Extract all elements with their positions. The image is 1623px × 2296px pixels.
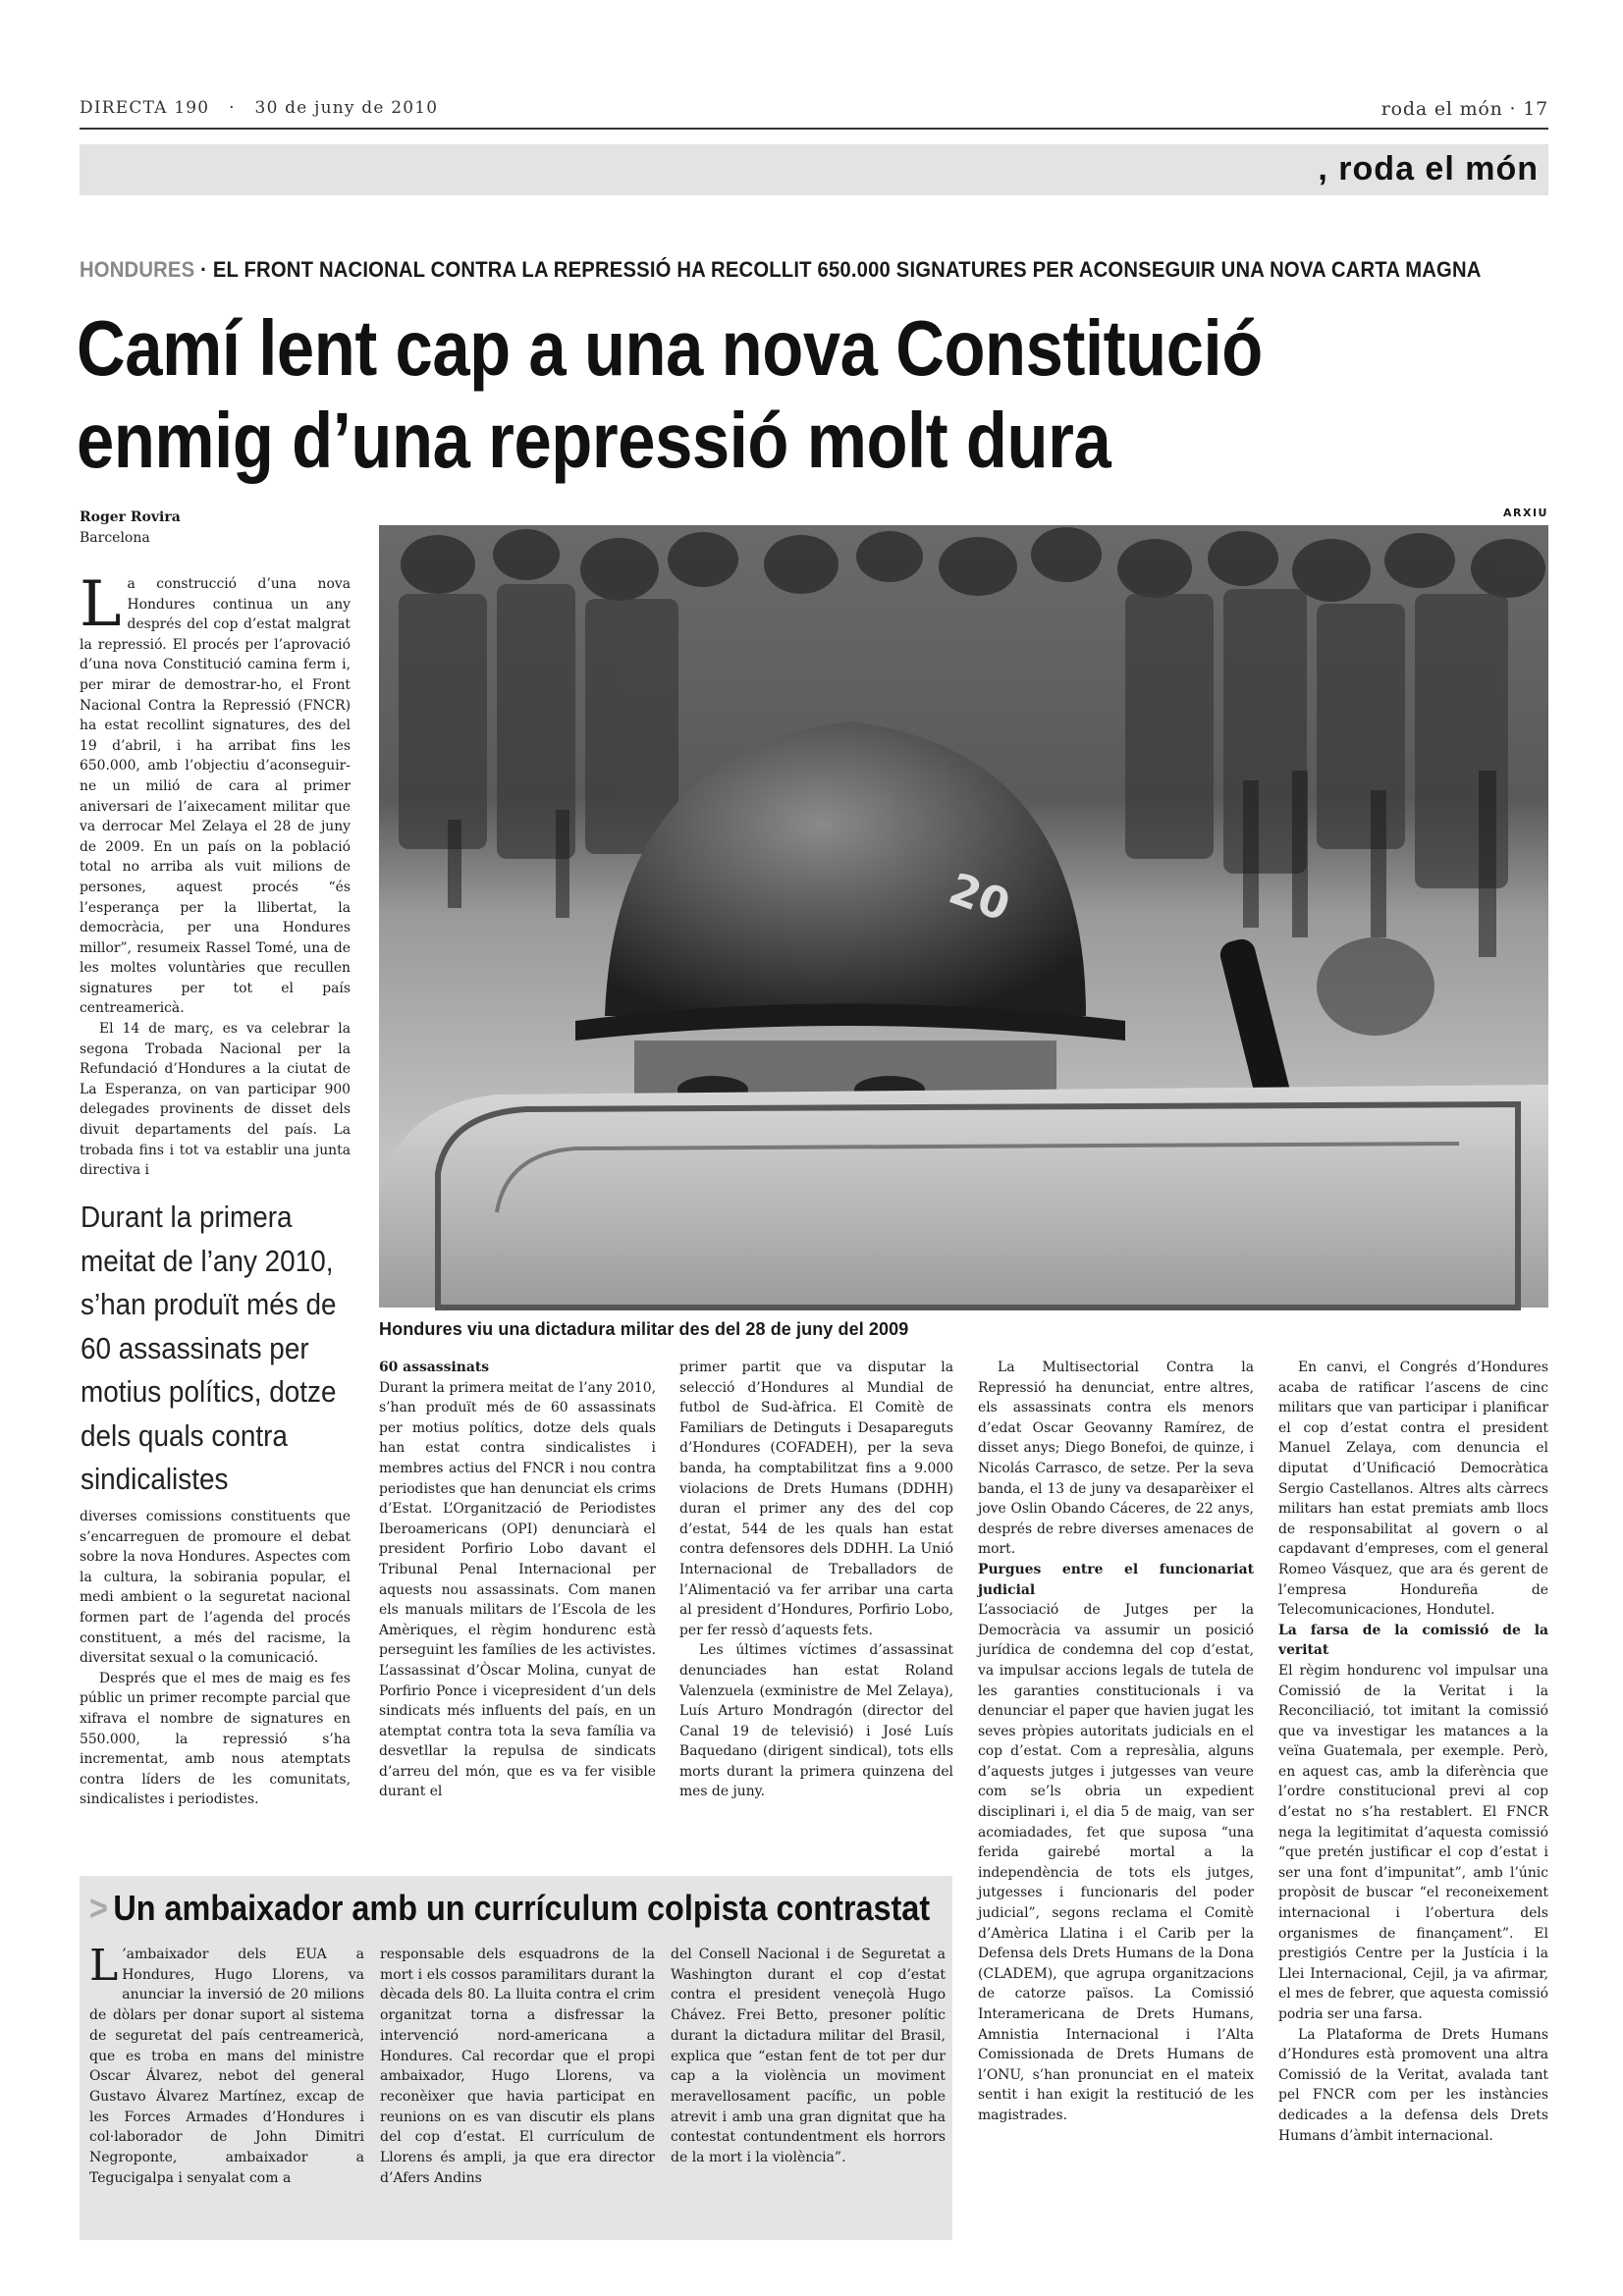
soldier-photo-illustration [379, 525, 1548, 1308]
headline [77, 302, 1263, 487]
article-paragraph-11: El règim hondurenc vol impulsar una Comissió de la Veritat i la Reconciliació, tot imitant la comissió que va investigar les matances a la veïna Guatemala, per exemple. Però, en aquest cas, amb la diferència que l’ordre constitucional previ al cop d’estat no s’ha restablert. El FNCR nega la legitimitat d’aquesta comissió “que pretén justificar el cop d’estat i ser una font d’impunitat”, amb l’únic propòsit de buscar “el reconeixement internacional i l’obertura dels organismes de finançament”. El prestigiós Centre per la Justícia i la Llei Internacional, Cejil, ja va afirmar, el mes de febrer, que aquesta comissió podria ser una farsa. [1278, 1662, 1548, 2022]
article-column-5 [1278, 1358, 1548, 2241]
drop-cap: L [80, 568, 122, 641]
article-column-2 [379, 1358, 656, 1848]
article-paragraph-9: L’associació de Jutges per la Democràcia va assumir un posició jurídica de condemna del cop d’estat, va impulsar accions legals de tutela de les garanties constitucionals i va denunciar el paper que havien jugat les seves pròpies autoritats judicials en el cop d’estat. Com a represàlia, alguns d’aquests jutges i jutgesses van veure com se’ls obria un expedient disciplinari i, el dia 5 de maig, van ser acomiadades, fet que suposa “una ferida gairebé mortal a la independència de tots els jutges, jutgesses i funcionaris del poder judicial”, segons reclama el Comitè d’Amèrica Llatina i el Carib per la Defensa dels Drets Humans de la Dona (CLADEM), que agrupa organitzacions de catorze països. La Comissió Interamericana de Drets Humans, Amnistia Internacional i l’Alta Comissionada de Drets Humans de l’ONU, s’han pronunciat en el mateix sentit i han exigit la restitució de les magistrades. [978, 1602, 1254, 2123]
sidebar-drop-cap: L [89, 1941, 119, 1991]
publication-info [80, 98, 438, 118]
byline [80, 507, 181, 549]
kicker [80, 257, 1482, 283]
article-column-1-top [80, 568, 351, 1179]
article-paragraph-6: primer partit que va disputar la selecció d’Hondures al Mundial de futbol de Sud-àfrica. El Comitè de Familiars de Detinguts i Desapareguts d’Hondures (COFADEH), per la seva banda, ha comptabilitzat fins a 9.000 violacions de Drets Humans (DDHH) duran el primer any des del cop d’estat, 544 de les quals han estat contra defensores dels DDHH. La Unió Internacional de Treballadors de l’Alimentació va fer arribar una carta al president d’Hondures, Porfirio Lobo, per fer ressò d’aquests fets. [679, 1360, 953, 1638]
article-paragraph-10: En canvi, el Congrés d’Hondures acaba de ratificar l’ascens de cinc militars que van participar i planificar el cop d’estat contra el president Manuel Zelaya, com denuncia el diputat d’Unificació Democràtica Sergio Castellanos. Altres alts càrrecs militars han estat premiats amb llocs de responsabilitat al govern o al capdavant d’empreses, com el general Romeo Vásquez, que ara és gerent de l’empresa Hondureña de Telecomunicaciones, Hondutel. [1278, 1360, 1548, 1619]
author-name: Roger Rovira [80, 509, 181, 525]
page-section-number: roda el món · 17 [1380, 98, 1548, 120]
sidebar-paragraph-1: ’ambaixador dels EUA a Hondures, Hugo Llorens, va anunciar la inversió de 20 milions de dòlars per donar suport al sistema de seguretat del país centreamericà, que es troba en mans del ministre Oscar Álvarez, nebot del general Gustavo Álvarez Martínez, excap de les Forces Armades d’Hondures i col·laborador de John Dimitri Negroponte, ambaixador a Tegucigalpa i senyalat com a [89, 1947, 364, 2186]
article-paragraph-3: diverses comissions constituents que s’encarreguen de promoure el debat sobre la nova Hondures. Aspectes com la cultura, la sobirania popular, el medi ambient o la seguretat nacional formen part de l’agenda del procés constituent, a més del racisme, la diversitat sexual o la comunicació. [80, 1509, 351, 1667]
author-location: Barcelona [80, 530, 150, 546]
article-paragraph-4: Després que el mes de maig es fes públic un primer recompte parcial que xifrava el nombre de signatures en 550.000, la repressió s’ha incrementat, amb nous atemptats contra líders de les comunitats, sindicalistes i periodistes. [80, 1670, 351, 1808]
sidebar-paragraph-3: del Consell Nacional i de Seguretat a Washington durant el cop d’estat contra el president veneçolà Hugo Chávez. Frei Betto, presoner polític durant la dictadura militar del Brasil, explica que “estan fent de tot per dur cap a la violència un moviment meravellosament pacífic, un poble atrevit i amb una gran dignitat que ha contestat contundentment els horrors de la mort i la violència”. [671, 1947, 946, 2166]
kicker-place: HONDURES [80, 257, 195, 282]
sidebar-arrow: > [89, 1888, 108, 1928]
article-paragraph-2: El 14 de març, es va celebrar la segona Trobada Nacional per la Refundació d’Hondures a la ciutat de La Esperanza, on van participar 900 delegades provinents de disset dels divuit departaments del país. La trobada fins i tot va establir una junta directiva i [80, 1021, 351, 1179]
article-paragraph-5: Durant la primera meitat de l’any 2010, s’han produït més de 60 assassinats per motius polítics, dotze dels quals han estat contra sindicalistes i membres actius del FNCR i nou contra periodistes que han denunciat els crims d’Estat. L’Organització de Periodistes Iberoamericans (OPI) denunciarà el president Porfirio Lobo davant el Tribunal Penal Internacional per aquests nou assassinats. Com manen els manuals militars de l’Escola de les Amèriques, el règim hondurenc està perseguint les famílies de les activistes. L’assassinat d’Òscar Molina, cunyat de Porfirio Ponce i vicepresident d’un dels sindicats més influents del país, en un atemptat contra tota la seva família va desvetllar la repulsa de sindicats d’arreu del món, que es va fer visible durant el [379, 1379, 656, 1800]
publication-name: DIRECTA 190 [80, 98, 210, 118]
article-paragraph-7: Les últimes víctimes d’assassinat denunciades han estat Roland Valenzuela (exministre de Mel Zelaya), Luís Arturo Mondragón (director del Canal 19 de televisió) i José Luís Baquedano (dirigent sindical), tots ells morts durant la primera quinzena del mes de juny. [679, 1642, 953, 1800]
sidebar-title [89, 1888, 930, 1929]
sidebar-title-text: Un ambaixador amb un currículum colpista contrastat [113, 1888, 931, 1928]
photo-caption: Hondures viu una dictadura militar des del 28 de juny del 2009 [379, 1319, 909, 1339]
sidebar-column-1 [89, 1941, 364, 2229]
issue-date: 30 de juny de 2010 [254, 98, 439, 118]
main-photo [379, 525, 1548, 1308]
section-bar [80, 144, 1548, 195]
article-column-4 [978, 1358, 1254, 2241]
pull-quote: Durant la primera meitat de l’any 2010, s’han produït més de 60 assassinats per motius polítics, dotze dels quals contra sindicalistes [81, 1200, 337, 1496]
kicker-text: · EL FRONT NACIONAL CONTRA LA REPRESSIÓ HA RECOLLIT 650.000 SIGNATURES PER ACONSEGUIR UNA NOVA CARTA MAGNA [194, 257, 1482, 282]
article-paragraph-1: a construcció d’una nova Hondures continua un any després del cop d’estat malgrat la repressió. El procés per l’aprovació d’una nova Constitució camina ferm i, per mirar de demostrar-ho, el Front Nacional Contra la Repressió (FNCR) ha estat recollint signatures, des del 19 d’abril, i ha arribat fins les 650.000, amb l’objectiu d’aconseguir-ne un milió de cara al primer aniversari de l’aixecament militar que va derrocar Mel Zelaya el 28 de juny de 2009. En un país on la població total no arriba als vuit milions de persones, aquest procés “és l’esperança per la llibertat, la democràcia, per una Hondures millor”, resumeix Rassel Tomé, una de les moltes voluntàries que recullen signatures per tot el país centreamericà. [80, 576, 351, 1017]
helmet-marking: 20 [943, 863, 1017, 932]
article-paragraph-12: La Plataforma de Drets Humans d’Hondures està promovent una altra Comissió de la Veritat, avalada tant pel FNCR com per les instàncies dedicades a la defensa dels Drets Humans d’àmbit internacional. [1278, 2026, 1548, 2144]
subheading-60-assassinats: 60 assassinats [379, 1360, 490, 1375]
subheading-farsa: La farsa de la comissió de la veritat [1278, 1622, 1548, 1659]
section-label: , roda el món [1318, 150, 1539, 187]
article-paragraph-8: La Multisectorial Contra la Repressió ha denunciat, entre altres, els assassinats contra els menors d’edat Oscar Geovanny Ramírez, de disset anys; Diego Bonefoi, de quinze, i Nicolás Carrasco, de setze. Per la seva banda, el 13 de juny va desaparèixer el jove Oslin Obando Cáceres, de 22 anys, després de rebre diverses amenaces de mort. [978, 1360, 1254, 1558]
sidebar-box [80, 1876, 952, 2240]
headline-line-2: enmig d’una repressió molt dura [77, 397, 1111, 484]
folio-separator: · [229, 98, 236, 118]
subheading-purgues: Purgues entre el funcionariat judicial [978, 1561, 1254, 1598]
sidebar-column-3 [671, 1945, 946, 2229]
header-rule [80, 128, 1548, 130]
sidebar-column-2 [380, 1945, 655, 2229]
article-column-1-bottom [80, 1507, 351, 1845]
sidebar-paragraph-2: responsable dels esquadrons de la mort i els cossos paramilitars durant la dècada dels 80. La lluita contra el crim organitzat torna a disfressar la intervenció nord-americana a Hondures. Cal recordar que el propi ambaixador, Hugo Llorens, va reconèixer que havia participat en reunions on es van discutir els plans del cop d’estat. El currículum de Llorens és ampli, ja que era director d’Afers Andins [380, 1947, 655, 2186]
article-column-3 [679, 1358, 953, 1848]
headline-line-1: Camí lent cap a una nova Constitució [77, 304, 1263, 392]
photo-credit: ARXIU [1503, 507, 1548, 519]
